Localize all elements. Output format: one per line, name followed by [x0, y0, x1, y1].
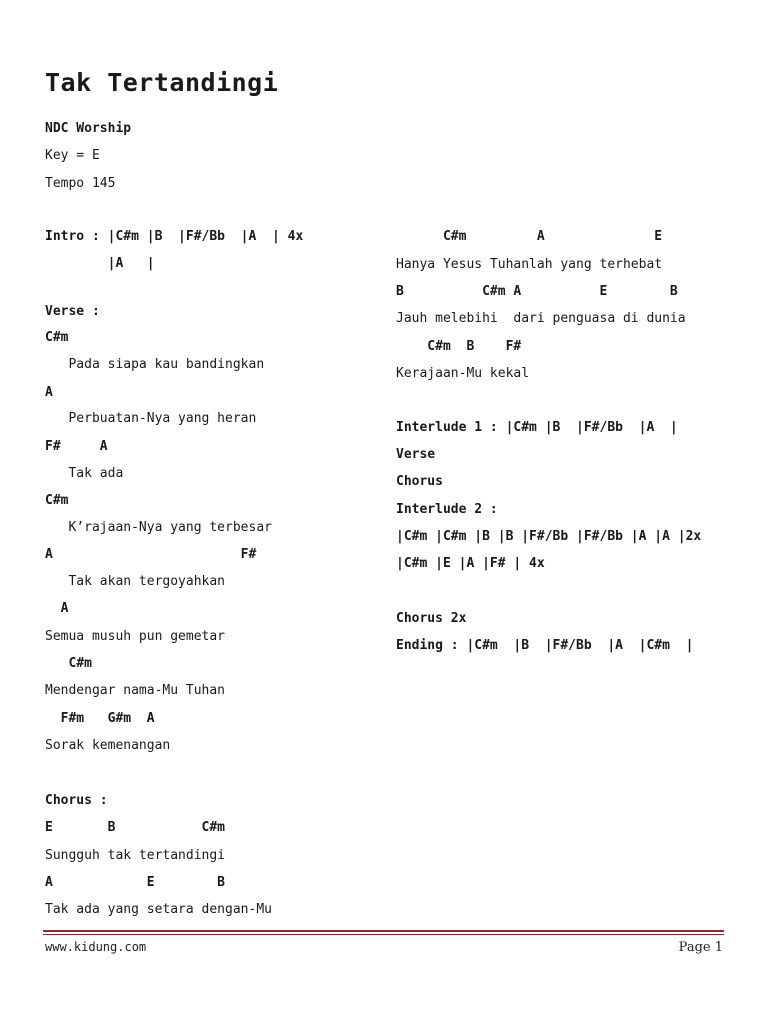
- artist: NDC Worship: [45, 121, 132, 136]
- lyric-line: Jauh melebihi dari penguasa di dunia: [396, 311, 686, 326]
- chord-line: A F#: [45, 547, 257, 562]
- lyric-line: Hanya Yesus Tuhanlah yang terhebat: [396, 257, 663, 272]
- chord-line: C#m: [45, 493, 69, 508]
- tempo-info: Tempo 145: [45, 176, 116, 191]
- chord-line: A: [45, 601, 69, 616]
- intro-line-2: |A |: [45, 256, 155, 271]
- chorus-label: Chorus :: [45, 793, 108, 808]
- ending: Ending : |C#m |B |F#/Bb |A |C#m |: [396, 638, 694, 653]
- interlude-2-label: Interlude 2 :: [396, 502, 498, 517]
- lyric-line: Sorak kemenangan: [45, 738, 171, 753]
- interlude-1: Interlude 1 : |C#m |B |F#/Bb |A |: [396, 420, 678, 435]
- footer-rule-thin: [43, 934, 724, 935]
- lyric-line: K’rajaan-Nya yang terbesar: [45, 520, 272, 535]
- chord-line: B C#m A E B: [396, 284, 678, 299]
- chord-line: C#m: [45, 330, 69, 345]
- lyric-line: Kerajaan-Mu kekal: [396, 366, 530, 381]
- chord-line: F#m G#m A: [45, 711, 155, 726]
- lyric-line: Tak ada yang setara dengan-Mu: [45, 902, 272, 917]
- chorus-2x: Chorus 2x: [396, 611, 467, 626]
- chorus-repeat: Chorus: [396, 474, 443, 489]
- interlude-2-line-2: |C#m |E |A |F# | 4x: [396, 556, 545, 571]
- chord-line: A E B: [45, 875, 226, 890]
- page-number: Page 1: [678, 940, 723, 955]
- song-title: Tak Tertandingi: [45, 68, 279, 97]
- chord-line: E B C#m: [45, 820, 226, 835]
- lyric-line: Tak akan tergoyahkan: [45, 574, 226, 589]
- interlude-2-line-1: |C#m |C#m |B |B |F#/Bb |F#/Bb |A |A |2x: [396, 529, 702, 544]
- chord-line: C#m: [45, 656, 92, 671]
- footer-rule: [43, 930, 724, 932]
- intro-line-1: Intro : |C#m |B |F#/Bb |A | 4x: [45, 229, 304, 244]
- chord-line: F# A: [45, 439, 108, 454]
- key-info: Key = E: [45, 148, 100, 163]
- verse-repeat: Verse: [396, 447, 436, 462]
- lyric-line: Sungguh tak tertandingi: [45, 848, 226, 863]
- verse-label: Verse :: [45, 304, 100, 319]
- chord-line: C#m B F#: [396, 339, 522, 354]
- lyric-line: Tak ada: [45, 466, 124, 481]
- lyric-line: Perbuatan-Nya yang heran: [45, 411, 257, 426]
- lyric-line: Mendengar nama-Mu Tuhan: [45, 683, 226, 698]
- lyric-line: Pada siapa kau bandingkan: [45, 357, 265, 372]
- chord-line: A: [45, 385, 53, 400]
- chord-line: C#m A E: [396, 229, 663, 244]
- footer-site: www.kidung.com: [45, 940, 147, 954]
- lyric-line: Semua musuh pun gemetar: [45, 629, 226, 644]
